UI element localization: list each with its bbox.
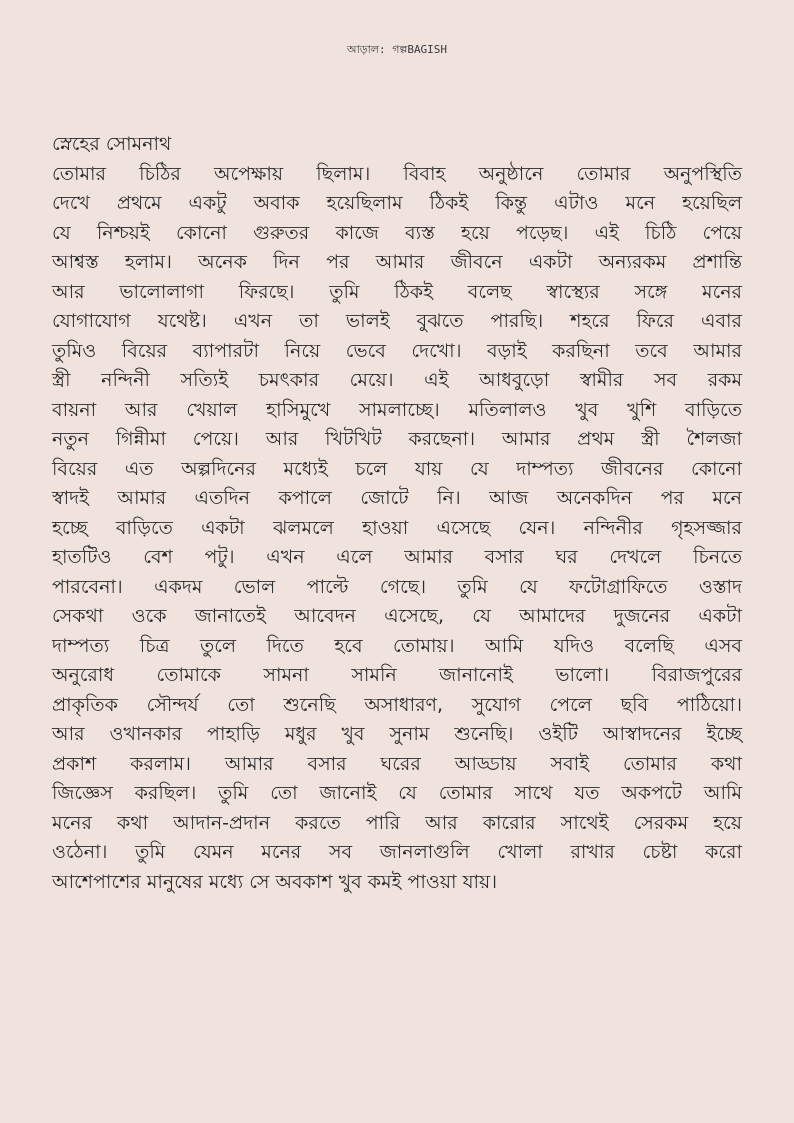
letter-line: বিয়ের এত অল্পদিনের মধ্যেই চলে যায় যে দাম্পত্য জীবনের কোনো xyxy=(52,457,742,480)
letter-line: আশ্বস্ত হলাম। অনেক দিন পর আমার জীবনে একটা অন্যরকম প্রশান্তি xyxy=(52,251,742,273)
letter-line: হচ্ছে বাড়িতে একটা ঝলমলে হাওয়া এসেছে যেন। নন্দিনীর গৃহসজ্জার xyxy=(52,516,742,539)
letter-line: ওঠেনা। তুমি যেমন মনের সব জানলাগুলি খোলা রাখার চেষ্টা করো xyxy=(52,841,742,863)
letter-line: অনুরোধ তোমাকে সামনা সামনি জানানোই ভালো। বিরাজপুরের xyxy=(52,664,742,686)
letter-salutation: স্নেহের সোমনাথ xyxy=(52,133,172,155)
letter-line: আর ওখানকার পাহাড়ি মধুর খুব সুনাম শুনেছি। ওইটি আস্বাদনের ইচ্ছে xyxy=(52,723,742,745)
letter-line: বায়না আর খেয়াল হাসিমুখে সামলাচ্ছে। মতিলালও খুব খুশি বাড়িতে xyxy=(52,398,742,421)
letter-line: তোমার চিঠির অপেক্ষায় ছিলাম। বিবাহ অনুষ্ঠানে তোমার অনুপস্থিতি xyxy=(52,162,742,185)
letter-line: তুমিও বিয়ের ব্যাপারটা নিয়ে ভেবে দেখো। বড়াই করছিনা তবে আমার xyxy=(52,339,742,362)
letter-paragraph xyxy=(52,160,742,898)
letter-body xyxy=(52,130,742,897)
letter-line: স্ত্রী নন্দিনী সত্যিই চমৎকার মেয়ে। এই আধবুড়ো স্বামীর সব রকম xyxy=(52,369,742,391)
letter-line: স্বাদই আমার এতদিন কপালে জোটে নি। আজ অনেকদিন পর মনে xyxy=(52,487,742,509)
letter-line: মনের কথা আদান-প্রদান করতে পারি আর কারোর সাথেই সেরকম হয়ে xyxy=(52,811,742,834)
letter-line: নতুন গিন্নীমা পেয়ে। আর খিটখিট করছেনা। আমার প্রথম স্ত্রী শৈলজা xyxy=(52,428,742,450)
letter-line: যে নিশ্চয়ই কোনো গুরুতর কাজে ব্যস্ত হয়ে পড়েছ। এই চিঠি পেয়ে xyxy=(52,221,742,244)
letter-line: পারবেনা। একদম ভোল পাল্টে গেছে। তুমি যে ফটোগ্রাফিতে ওস্তাদ xyxy=(52,575,742,598)
letter-line: আশেপাশের মানুষের মধ্যে সে অবকাশ খুব কমই পাওয়া যায়। xyxy=(52,870,498,893)
letter-line: দেখে প্রথমে একটু অবাক হয়েছিলাম ঠিকই কিন্তু এটাও মনে হয়েছিল xyxy=(52,192,742,214)
letter-line: সেকথা ওকে জানাতেই আবেদন এসেছে, যে আমাদের দুজনের একটা xyxy=(52,605,742,627)
running-header: আড়াল: গল্পBAGISH xyxy=(346,43,448,56)
letter-line: হাতটিও বেশ পটু। এখন এলে আমার বসার ঘর দেখলে চিনতে xyxy=(52,546,742,568)
letter-line: প্রকাশ করলাম। আমার বসার ঘরের আড্ডায় সবাই তোমার কথা xyxy=(52,752,742,775)
letter-line: জিজ্ঞেস করছিল। তুমি তো জানোই যে তোমার সাথে যত অকপটে আমি xyxy=(52,782,742,804)
letter-line: প্রাকৃতিক সৌন্দর্য তো শুনেছি অসাধারণ, সুযোগ পেলে ছবি পাঠিয়ো। xyxy=(52,693,742,716)
letter-line: দাম্পত্য চিত্র তুলে দিতে হবে তোমায়। আমি যদিও বলেছি এসব xyxy=(52,634,742,657)
letter-line: আর ভালোলাগা ফিরছে। তুমি ঠিকই বলেছ স্বাস্থ্যের সঙ্গে মনের xyxy=(52,280,742,303)
letter-line: যোগাযোগ যথেষ্ট। এখন তা ভালই বুঝতে পারছি। শহরে ফিরে এবার xyxy=(52,310,742,332)
